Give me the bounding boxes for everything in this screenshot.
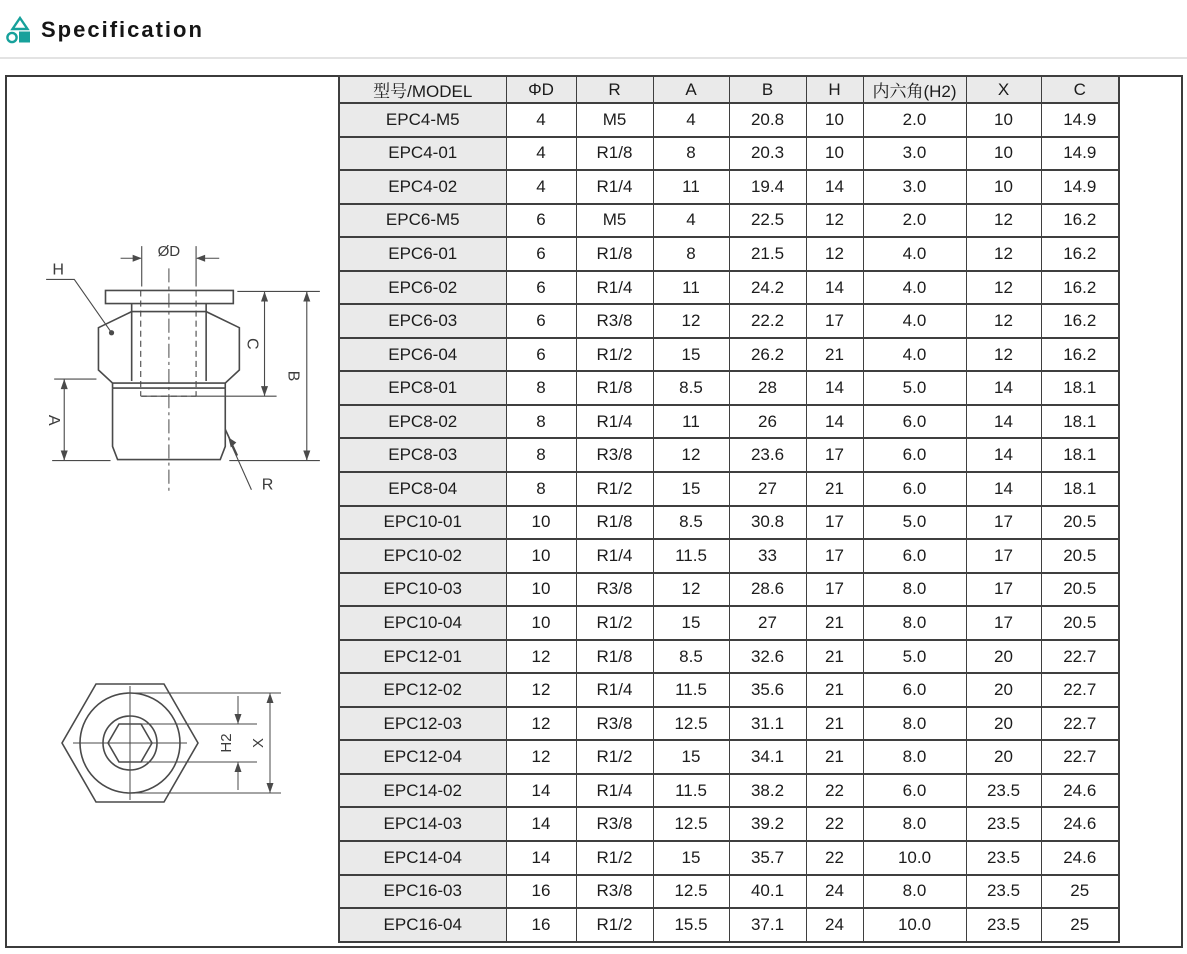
- table-row: [339, 271, 1119, 305]
- table-row: [339, 807, 1119, 841]
- column-header: X: [966, 76, 1041, 103]
- model-cell: EPC16-04: [339, 908, 506, 942]
- table-row: [339, 438, 1119, 472]
- value-cell: 8.0: [863, 875, 966, 909]
- value-cell: 39.2: [729, 807, 806, 841]
- value-cell: 12.5: [653, 807, 729, 841]
- value-cell: 16: [506, 875, 576, 909]
- value-cell: 16.2: [1041, 204, 1119, 238]
- value-cell: 17: [966, 573, 1041, 607]
- value-cell: 12: [653, 573, 729, 607]
- value-cell: 24.6: [1041, 807, 1119, 841]
- value-cell: R3/8: [576, 304, 653, 338]
- value-cell: 14: [806, 170, 863, 204]
- value-cell: 38.2: [729, 774, 806, 808]
- value-cell: 11.5: [653, 673, 729, 707]
- value-cell: 22.7: [1041, 707, 1119, 741]
- value-cell: 20: [966, 673, 1041, 707]
- value-cell: 26: [729, 405, 806, 439]
- value-cell: 15: [653, 606, 729, 640]
- value-cell: 35.6: [729, 673, 806, 707]
- value-cell: 10: [966, 170, 1041, 204]
- value-cell: 8.0: [863, 606, 966, 640]
- value-cell: 22.5: [729, 204, 806, 238]
- specification-table: [338, 75, 1120, 943]
- value-cell: R1/8: [576, 371, 653, 405]
- value-cell: 8.0: [863, 740, 966, 774]
- value-cell: 18.1: [1041, 405, 1119, 439]
- value-cell: 6.0: [863, 405, 966, 439]
- value-cell: R3/8: [576, 573, 653, 607]
- value-cell: R1/4: [576, 673, 653, 707]
- value-cell: 33: [729, 539, 806, 573]
- value-cell: 10: [506, 539, 576, 573]
- value-cell: R1/2: [576, 841, 653, 875]
- value-cell: 24.6: [1041, 774, 1119, 808]
- value-cell: 24: [806, 908, 863, 942]
- value-cell: 8.0: [863, 573, 966, 607]
- value-cell: 21: [806, 606, 863, 640]
- model-cell: EPC16-03: [339, 875, 506, 909]
- value-cell: R3/8: [576, 807, 653, 841]
- value-cell: 17: [806, 506, 863, 540]
- value-cell: R1/8: [576, 137, 653, 171]
- value-cell: 22: [806, 841, 863, 875]
- model-cell: EPC8-04: [339, 472, 506, 506]
- fitting-bottom-view-drawing: [28, 648, 340, 868]
- value-cell: 22: [806, 807, 863, 841]
- table-row: [339, 237, 1119, 271]
- model-cell: EPC4-02: [339, 170, 506, 204]
- value-cell: 12: [506, 673, 576, 707]
- value-cell: 35.7: [729, 841, 806, 875]
- value-cell: 10.0: [863, 841, 966, 875]
- value-cell: 15.5: [653, 908, 729, 942]
- value-cell: 8: [506, 405, 576, 439]
- model-cell: EPC6-03: [339, 304, 506, 338]
- value-cell: 4.0: [863, 237, 966, 271]
- table-row: [339, 304, 1119, 338]
- value-cell: 25: [1041, 908, 1119, 942]
- value-cell: 12: [966, 204, 1041, 238]
- value-cell: 16: [506, 908, 576, 942]
- table-row: [339, 472, 1119, 506]
- value-cell: 16.2: [1041, 271, 1119, 305]
- geometric-shapes-icon: [6, 16, 32, 44]
- value-cell: 10: [806, 103, 863, 137]
- table-row: [339, 103, 1119, 137]
- dim-label-r: R: [261, 475, 274, 494]
- value-cell: 8.5: [653, 640, 729, 674]
- value-cell: 12: [506, 707, 576, 741]
- value-cell: R1/4: [576, 271, 653, 305]
- value-cell: R1/2: [576, 338, 653, 372]
- value-cell: 18.1: [1041, 438, 1119, 472]
- value-cell: 4.0: [863, 304, 966, 338]
- value-cell: R1/2: [576, 472, 653, 506]
- value-cell: 6.0: [863, 438, 966, 472]
- value-cell: 11: [653, 271, 729, 305]
- model-cell: EPC10-01: [339, 506, 506, 540]
- table-row: [339, 573, 1119, 607]
- value-cell: 24.2: [729, 271, 806, 305]
- value-cell: R1/4: [576, 539, 653, 573]
- value-cell: 20.8: [729, 103, 806, 137]
- value-cell: 12: [506, 640, 576, 674]
- dim-label-od: ØD: [157, 243, 181, 261]
- value-cell: 25: [1041, 875, 1119, 909]
- value-cell: 21: [806, 338, 863, 372]
- value-cell: 11.5: [653, 774, 729, 808]
- table-row: [339, 774, 1119, 808]
- value-cell: 17: [966, 539, 1041, 573]
- dim-label-c: C: [243, 337, 262, 350]
- value-cell: 12.5: [653, 707, 729, 741]
- value-cell: 12.5: [653, 875, 729, 909]
- model-cell: EPC12-03: [339, 707, 506, 741]
- value-cell: 6.0: [863, 472, 966, 506]
- model-cell: EPC14-02: [339, 774, 506, 808]
- value-cell: 10.0: [863, 908, 966, 942]
- value-cell: 20.3: [729, 137, 806, 171]
- value-cell: 12: [653, 438, 729, 472]
- table-row: [339, 405, 1119, 439]
- value-cell: 8: [653, 237, 729, 271]
- value-cell: 4: [506, 137, 576, 171]
- value-cell: 8.5: [653, 371, 729, 405]
- table-row: [339, 506, 1119, 540]
- value-cell: 28.6: [729, 573, 806, 607]
- table-row: [339, 606, 1119, 640]
- column-header: R: [576, 76, 653, 103]
- fitting-side-view-drawing: [28, 238, 340, 510]
- value-cell: 12: [653, 304, 729, 338]
- value-cell: 11: [653, 170, 729, 204]
- value-cell: 14: [806, 405, 863, 439]
- value-cell: 12: [966, 237, 1041, 271]
- value-cell: 15: [653, 841, 729, 875]
- value-cell: 2.0: [863, 103, 966, 137]
- value-cell: 8.5: [653, 506, 729, 540]
- value-cell: 21: [806, 740, 863, 774]
- value-cell: 14: [966, 371, 1041, 405]
- value-cell: 22.7: [1041, 740, 1119, 774]
- table-row: [339, 740, 1119, 774]
- value-cell: 14: [506, 774, 576, 808]
- value-cell: 21: [806, 640, 863, 674]
- value-cell: 20.5: [1041, 606, 1119, 640]
- table-row: [339, 539, 1119, 573]
- value-cell: 12: [806, 204, 863, 238]
- value-cell: 14.9: [1041, 137, 1119, 171]
- value-cell: 23.6: [729, 438, 806, 472]
- value-cell: 14.9: [1041, 103, 1119, 137]
- value-cell: R3/8: [576, 438, 653, 472]
- table-row: [339, 170, 1119, 204]
- dim-label-h2: H2: [218, 733, 235, 753]
- value-cell: 17: [966, 506, 1041, 540]
- value-cell: 10: [806, 137, 863, 171]
- value-cell: 14: [806, 271, 863, 305]
- model-cell: EPC8-01: [339, 371, 506, 405]
- column-header: H: [806, 76, 863, 103]
- value-cell: 12: [806, 237, 863, 271]
- value-cell: 16.2: [1041, 338, 1119, 372]
- value-cell: 8: [506, 438, 576, 472]
- table-row: [339, 908, 1119, 942]
- value-cell: R1/4: [576, 774, 653, 808]
- dim-label-h: H: [52, 260, 65, 279]
- value-cell: R1/4: [576, 405, 653, 439]
- dim-label-a: A: [45, 414, 64, 426]
- table-row: [339, 841, 1119, 875]
- value-cell: 15: [653, 338, 729, 372]
- value-cell: 24.6: [1041, 841, 1119, 875]
- page-title: Specification: [41, 17, 204, 42]
- value-cell: 10: [966, 103, 1041, 137]
- value-cell: 15: [653, 740, 729, 774]
- value-cell: 18.1: [1041, 472, 1119, 506]
- value-cell: 4: [653, 204, 729, 238]
- value-cell: R1/8: [576, 237, 653, 271]
- value-cell: 22.2: [729, 304, 806, 338]
- value-cell: 14.9: [1041, 170, 1119, 204]
- value-cell: 32.6: [729, 640, 806, 674]
- value-cell: 12: [966, 338, 1041, 372]
- model-cell: EPC12-04: [339, 740, 506, 774]
- column-header: B: [729, 76, 806, 103]
- value-cell: 31.1: [729, 707, 806, 741]
- model-cell: EPC8-02: [339, 405, 506, 439]
- title-separator: [0, 57, 1187, 59]
- value-cell: 21: [806, 707, 863, 741]
- value-cell: 20.5: [1041, 506, 1119, 540]
- column-header: ΦD: [506, 76, 576, 103]
- dim-label-b: B: [284, 370, 303, 382]
- value-cell: R3/8: [576, 875, 653, 909]
- model-cell: EPC12-02: [339, 673, 506, 707]
- value-cell: 20.5: [1041, 539, 1119, 573]
- table-row: [339, 338, 1119, 372]
- value-cell: 11.5: [653, 539, 729, 573]
- value-cell: 4.0: [863, 338, 966, 372]
- value-cell: 5.0: [863, 506, 966, 540]
- value-cell: 14: [506, 841, 576, 875]
- value-cell: 4: [506, 170, 576, 204]
- title-bar: [6, 8, 204, 52]
- value-cell: 6: [506, 204, 576, 238]
- value-cell: 14: [966, 438, 1041, 472]
- value-cell: 17: [806, 438, 863, 472]
- value-cell: 12: [966, 271, 1041, 305]
- value-cell: 14: [806, 371, 863, 405]
- table-row: [339, 707, 1119, 741]
- value-cell: 23.5: [966, 875, 1041, 909]
- value-cell: 23.5: [966, 841, 1041, 875]
- table-row: [339, 673, 1119, 707]
- model-cell: EPC14-04: [339, 841, 506, 875]
- model-cell: EPC6-M5: [339, 204, 506, 238]
- value-cell: 40.1: [729, 875, 806, 909]
- value-cell: 27: [729, 606, 806, 640]
- value-cell: 6: [506, 338, 576, 372]
- value-cell: 12: [966, 304, 1041, 338]
- value-cell: 2.0: [863, 204, 966, 238]
- value-cell: 17: [806, 304, 863, 338]
- value-cell: 17: [806, 539, 863, 573]
- value-cell: 5.0: [863, 371, 966, 405]
- value-cell: 10: [506, 606, 576, 640]
- column-header: C: [1041, 76, 1119, 103]
- column-header: 内六角(H2): [863, 76, 966, 103]
- value-cell: 6.0: [863, 673, 966, 707]
- value-cell: 27: [729, 472, 806, 506]
- value-cell: R1/8: [576, 640, 653, 674]
- value-cell: R1/4: [576, 170, 653, 204]
- value-cell: R1/8: [576, 506, 653, 540]
- value-cell: 8: [506, 371, 576, 405]
- value-cell: 15: [653, 472, 729, 506]
- value-cell: 8.0: [863, 807, 966, 841]
- value-cell: 20: [966, 707, 1041, 741]
- value-cell: 4.0: [863, 271, 966, 305]
- value-cell: R1/2: [576, 908, 653, 942]
- value-cell: R3/8: [576, 707, 653, 741]
- model-cell: EPC6-04: [339, 338, 506, 372]
- value-cell: 23.5: [966, 774, 1041, 808]
- table-row: [339, 204, 1119, 238]
- value-cell: 14: [506, 807, 576, 841]
- value-cell: 26.2: [729, 338, 806, 372]
- value-cell: 10: [506, 573, 576, 607]
- value-cell: M5: [576, 103, 653, 137]
- table-row: [339, 137, 1119, 171]
- value-cell: 20: [966, 640, 1041, 674]
- value-cell: 10: [506, 506, 576, 540]
- column-header: A: [653, 76, 729, 103]
- value-cell: 6: [506, 237, 576, 271]
- model-cell: EPC8-03: [339, 438, 506, 472]
- model-cell: EPC12-01: [339, 640, 506, 674]
- value-cell: 23.5: [966, 807, 1041, 841]
- value-cell: 21: [806, 472, 863, 506]
- model-cell: EPC10-02: [339, 539, 506, 573]
- model-cell: EPC14-03: [339, 807, 506, 841]
- value-cell: 17: [966, 606, 1041, 640]
- value-cell: 17: [806, 573, 863, 607]
- value-cell: 14: [966, 405, 1041, 439]
- value-cell: 11: [653, 405, 729, 439]
- value-cell: 14: [966, 472, 1041, 506]
- value-cell: 18.1: [1041, 371, 1119, 405]
- value-cell: 22.7: [1041, 640, 1119, 674]
- value-cell: M5: [576, 204, 653, 238]
- table-row: [339, 875, 1119, 909]
- value-cell: 20: [966, 740, 1041, 774]
- value-cell: 30.8: [729, 506, 806, 540]
- value-cell: 5.0: [863, 640, 966, 674]
- value-cell: 6.0: [863, 774, 966, 808]
- table-row: [339, 371, 1119, 405]
- value-cell: 23.5: [966, 908, 1041, 942]
- value-cell: 3.0: [863, 137, 966, 171]
- value-cell: 6.0: [863, 539, 966, 573]
- header-row: [339, 76, 1119, 103]
- value-cell: 20.5: [1041, 573, 1119, 607]
- value-cell: 21: [806, 673, 863, 707]
- value-cell: R1/2: [576, 606, 653, 640]
- value-cell: 34.1: [729, 740, 806, 774]
- value-cell: 37.1: [729, 908, 806, 942]
- model-cell: EPC4-M5: [339, 103, 506, 137]
- value-cell: 6: [506, 271, 576, 305]
- model-cell: EPC10-04: [339, 606, 506, 640]
- table-row: [339, 640, 1119, 674]
- value-cell: 8.0: [863, 707, 966, 741]
- value-cell: R1/2: [576, 740, 653, 774]
- value-cell: 10: [966, 137, 1041, 171]
- model-cell: EPC6-02: [339, 271, 506, 305]
- model-cell: EPC6-01: [339, 237, 506, 271]
- model-cell: EPC10-03: [339, 573, 506, 607]
- value-cell: 24: [806, 875, 863, 909]
- value-cell: 3.0: [863, 170, 966, 204]
- value-cell: 4: [653, 103, 729, 137]
- value-cell: 22.7: [1041, 673, 1119, 707]
- value-cell: 16.2: [1041, 237, 1119, 271]
- value-cell: 8: [506, 472, 576, 506]
- value-cell: 21.5: [729, 237, 806, 271]
- value-cell: 8: [653, 137, 729, 171]
- value-cell: 19.4: [729, 170, 806, 204]
- value-cell: 4: [506, 103, 576, 137]
- model-cell: EPC4-01: [339, 137, 506, 171]
- value-cell: 12: [506, 740, 576, 774]
- dim-label-x: X: [250, 737, 267, 749]
- value-cell: 22: [806, 774, 863, 808]
- value-cell: 6: [506, 304, 576, 338]
- column-header: 型号/MODEL: [339, 76, 506, 103]
- value-cell: 16.2: [1041, 304, 1119, 338]
- value-cell: 28: [729, 371, 806, 405]
